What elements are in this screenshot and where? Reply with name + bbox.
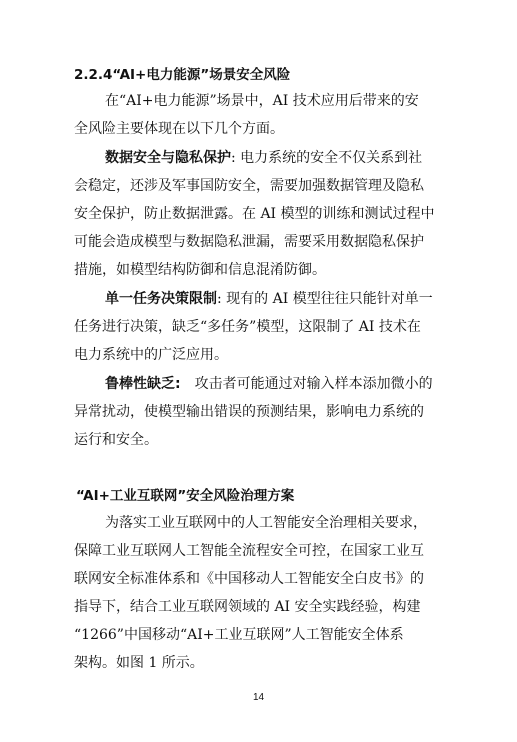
single-task-line-2: 任务进行决策，缺乏“多任务”模型，这限制了 AI 技术在 [74, 319, 421, 335]
governance-line-2: 保障工业互联网人工智能全流程安全可控，在国家工业互 [74, 543, 424, 559]
robustness-title: 鲁棒性缺乏: [105, 376, 181, 392]
governance-line-1: 为落实工业互联网中的人工智能安全治理相关要求， [105, 515, 427, 531]
governance-line-5: “1266”中国移动“AI+工业互联网”人工智能安全体系 [74, 627, 404, 643]
data-privacy-line-5: 措施，如模型结构防御和信息混淆防御。 [74, 262, 326, 278]
governance-heading: “AI+工业互联网”安全风险治理方案 [76, 488, 295, 504]
governance-line-6: 架构。如图 1 所示。 [74, 655, 204, 671]
robustness-line-1-text: 攻击者可能通过对输入样本添加微小的 [194, 376, 433, 392]
single-task-title: 单一任务决策限制 [105, 291, 217, 307]
intro-line-1: 在“AI+电力能源”场景中，AI 技术应用后带来的安 [105, 93, 419, 109]
governance-line-3: 联网安全标准体系和《中国移动人工智能安全白皮书》的 [74, 571, 424, 587]
data-privacy-line-4: 可能会造成模型与数据隐私泄漏，需要采用数据隐私保护 [74, 234, 424, 250]
governance-line-4: 指导下，结合工业互联网领域的 AI 安全实践经验，构建 [74, 599, 421, 615]
data-privacy-title: 数据安全与隐私保护 [105, 150, 231, 166]
section-heading-2-2-4: 2.2.4“AI+电力能源”场景安全风险 [74, 67, 291, 83]
data-privacy-line-2: 会稳定，还涉及军事国防安全，需要加强数据管理及隐私 [74, 178, 424, 194]
data-privacy-line-1 [105, 149, 422, 167]
single-task-line-1 [105, 290, 433, 308]
single-task-line-3: 电力系统中的广泛应用。 [74, 347, 228, 363]
data-privacy-line-3: 安全保护，防止数据泄露。在 AI 模型的训练和测试过程中 [74, 206, 435, 222]
intro-line-2: 全风险主要体现在以下几个方面。 [74, 121, 284, 137]
robustness-line-2: 异常扰动，使模型输出错误的预测结果，影响电力系统的 [74, 404, 424, 420]
single-task-line-1-text: : 现有的 AI 模型往往只能针对单一 [217, 291, 433, 307]
robustness-line-3: 运行和安全。 [74, 432, 158, 448]
data-privacy-line-1-text: : 电力系统的安全不仅关系到社 [231, 150, 423, 166]
page-number: 14 [252, 692, 265, 703]
robustness-line-1 [105, 375, 433, 393]
